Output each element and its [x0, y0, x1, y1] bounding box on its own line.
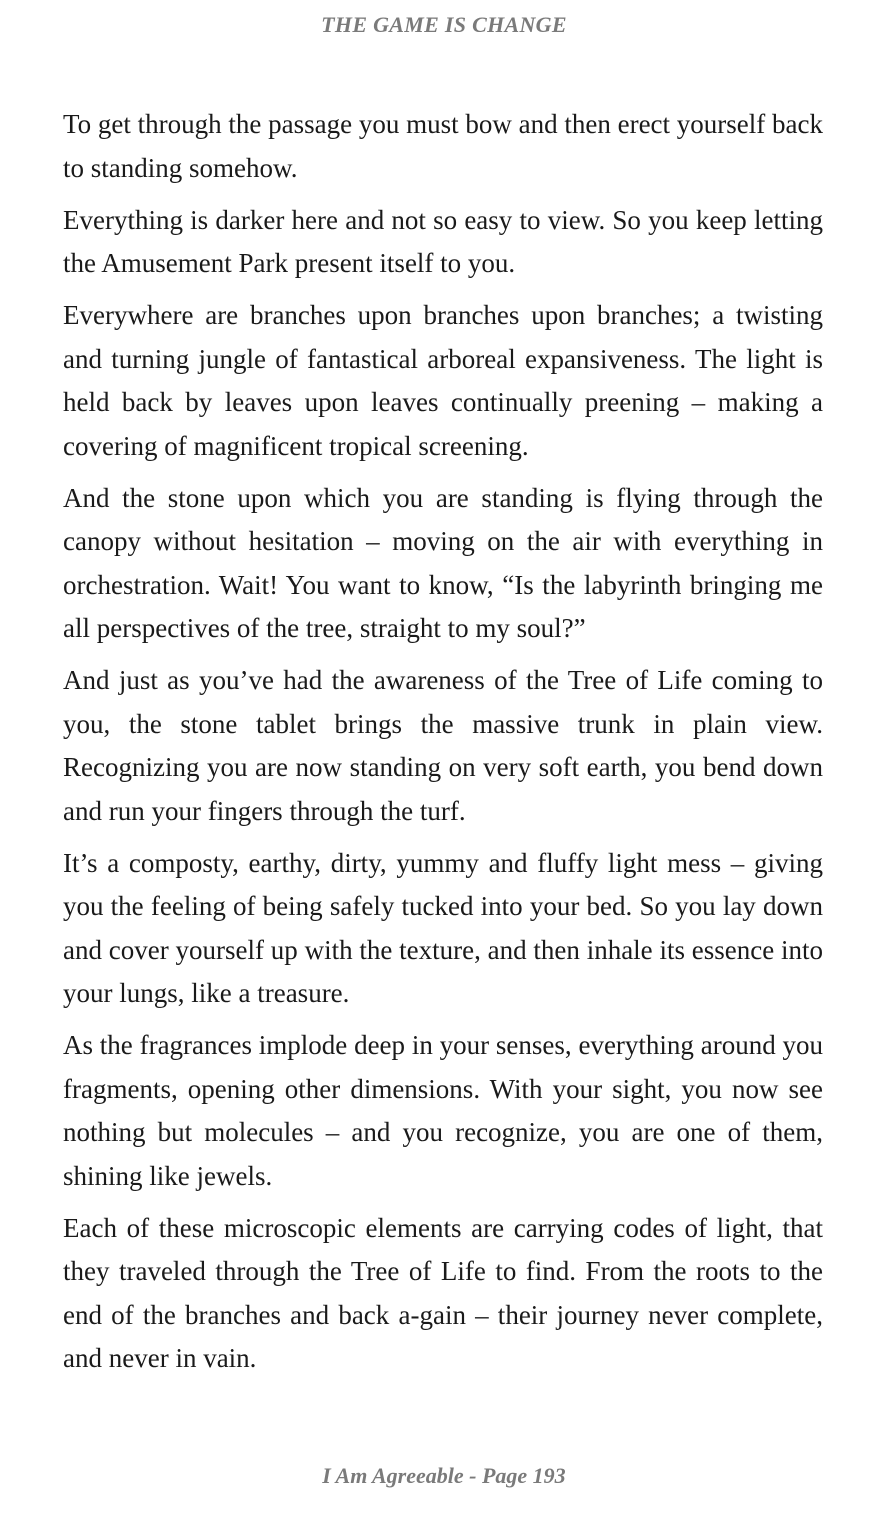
- paragraph: As the fragrances implode deep in your senses, everything around you fragments, opening other dimensions. With your sight, you now see nothing but molecules – and you recognize, you are one of them, shining like jewels.: [63, 1030, 823, 1191]
- running-header-title: THE GAME IS CHANGE: [321, 12, 567, 37]
- paragraph: Everywhere are branches upon branches upon branches; a twisting and turning jungle of fantastical arboreal expansiveness. The light is held back by leaves upon leaves continually preening – making a covering of magnificent tropical screening.: [63, 300, 823, 461]
- page-body: [63, 103, 823, 1389]
- paragraph: And just as you’ve had the awareness of the Tree of Life coming to you, the stone tablet brings the massive trunk in plain view. Recognizing you are now standing on very soft earth, you bend down and run your fingers through the turf.: [63, 665, 823, 826]
- paragraph: And the stone upon which you are standing is flying through the canopy without hesitation – moving on the air with everything in orchestration. Wait! You want to know, “Is the labyrinth bringing me all perspectives of the tree, straight to my soul?”: [63, 482, 823, 643]
- paragraph: Everything is darker here and not so easy to view. So you keep letting the Amusement Park present itself to you.: [63, 204, 823, 278]
- paragraph: It’s a composty, earthy, dirty, yummy and fluffy light mess – giving you the feeling of being safely tucked into your bed. So you lay down and cover yourself up with the texture, and then inhale its essence into your lungs, like a treasure.: [63, 847, 823, 1008]
- paragraph: Each of these microscopic elements are carrying codes of light, that they traveled through the Tree of Life to find. From the roots to the end of the branches and back a-gain – their journey never complete, and never in vain.: [63, 1212, 823, 1373]
- paragraph: To get through the passage you must bow and then erect yourself back to standing somehow.: [63, 109, 823, 183]
- page-footer-folio: I Am Agreeable - Page 193: [322, 1463, 566, 1488]
